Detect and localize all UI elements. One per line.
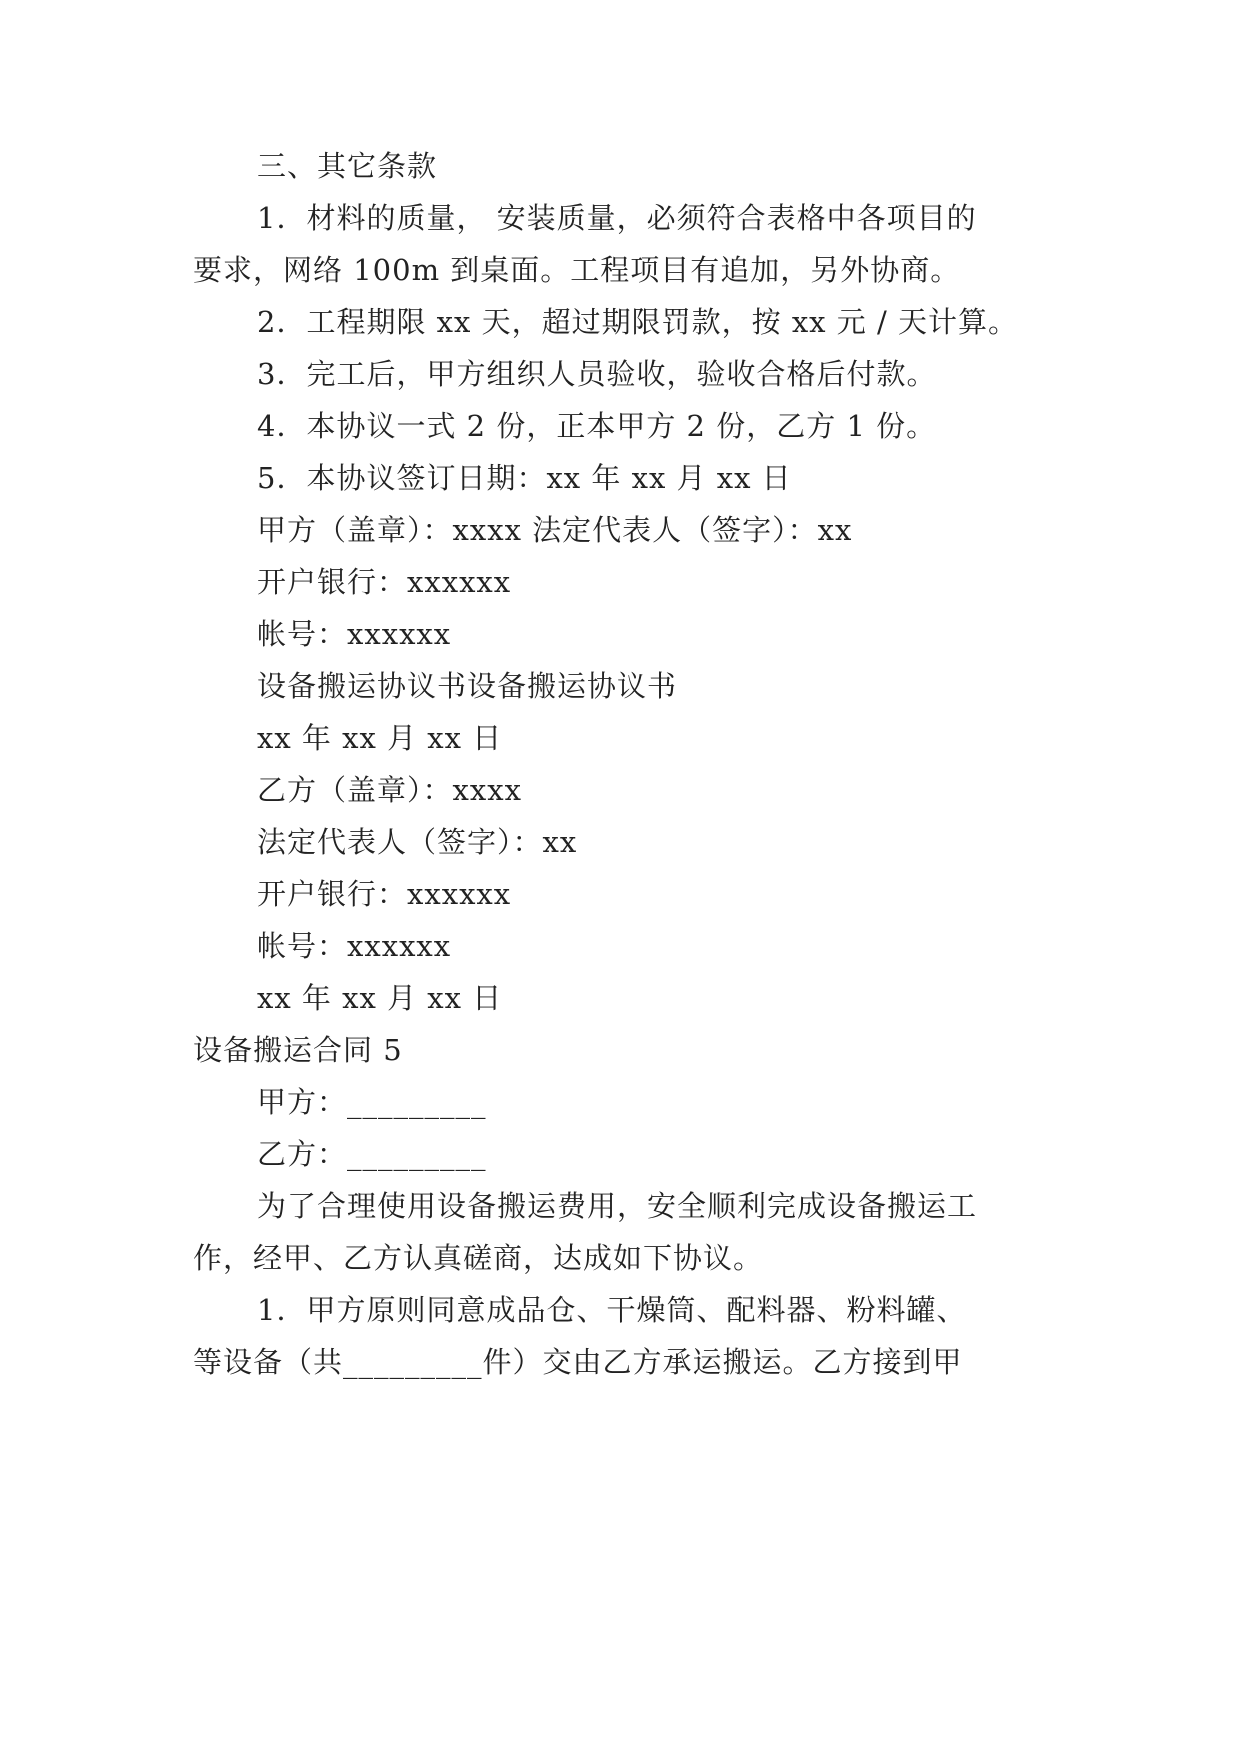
party-b-date: xx 年 xx 月 xx 日	[257, 981, 503, 1015]
contract-5-clause-1-line-2: 等设备（共_________件）交由乙方承运搬运。乙方接到甲	[193, 1345, 963, 1379]
party-a-bank: 开户银行：xxxxxx	[257, 565, 512, 599]
section-heading: 三、其它条款	[257, 149, 438, 183]
contract-5-party-a: 甲方：_________	[257, 1085, 487, 1119]
contract-5-clause-1-line-1: 1．甲方原则同意成品仓、干燥筒、配料器、粉料罐、	[257, 1293, 967, 1327]
contract-5-intro-line-2: 作，经甲、乙方认真磋商，达成如下协议。	[193, 1241, 764, 1275]
contract-5-intro-line-1: 为了合理使用设备搬运费用，安全顺利完成设备搬运工	[257, 1189, 978, 1223]
party-b-account: 帐号：xxxxxx	[257, 929, 452, 963]
party-b-seal: 乙方（盖章）：xxxx	[257, 773, 522, 807]
clause-5: 5．本协议签订日期：xx 年 xx 月 xx 日	[257, 461, 792, 495]
party-a-account: 帐号：xxxxxx	[257, 617, 452, 651]
clause-3: 3．完工后，甲方组织人员验收，验收合格后付款。	[257, 357, 937, 391]
clause-1-line-1: 1．材料的质量， 安装质量，必须符合表格中各项目的	[257, 201, 977, 235]
party-b-representative: 法定代表人（签字）：xx	[257, 825, 578, 859]
contract-5-title: 设备搬运合同 5	[193, 1033, 403, 1067]
clause-2: 2．工程期限 xx 天，超过期限罚款，按 xx 元 / 天计算。	[257, 305, 1018, 339]
party-a-date: xx 年 xx 月 xx 日	[257, 721, 503, 755]
clause-4: 4．本协议一式 2 份，正本甲方 2 份，乙方 1 份。	[257, 409, 937, 443]
party-a-signature: 甲方（盖章）：xxxx 法定代表人（签字）：xx	[257, 513, 853, 547]
contract-5-party-b: 乙方：_________	[257, 1137, 487, 1171]
party-b-bank: 开户银行：xxxxxx	[257, 877, 512, 911]
repeated-document-title: 设备搬运协议书设备搬运协议书	[257, 669, 678, 703]
clause-1-line-2: 要求，网络 100m 到桌面。工程项目有追加，另外协商。	[193, 253, 961, 287]
